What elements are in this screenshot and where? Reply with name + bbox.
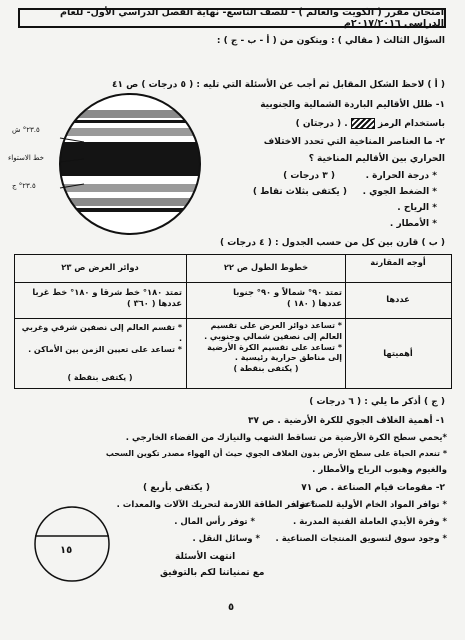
bullet-item: * الأمطار . bbox=[389, 219, 437, 229]
c2-item: * توفر رأس المال . bbox=[174, 517, 255, 527]
table-cell: تمتد ١٨٠° خط شرقا و ١٨٠° خط غربا عددها ( ٣٦٠ ) bbox=[32, 287, 182, 309]
hatch-symbol-icon bbox=[351, 118, 375, 129]
q2-line2: الحراري بين الأقاليم المناخية ؟ bbox=[308, 154, 445, 164]
c1-line: والغيوم وهبوب الرياح والأمطار . bbox=[312, 465, 447, 475]
c2-note: ( يكتفى بأربع ) bbox=[143, 483, 210, 493]
c2-item: * توافر الطاقة اللازمة لتحريك الآلات والمعدات . bbox=[116, 500, 315, 510]
table-header-longitude: خطوط الطول ص ٢٢ bbox=[223, 262, 309, 272]
table-cell: * تساعد دوائر العرض على تقسيم العالم إلى نصفين شمالي وجنوبي . * تساعد على تقسيم الكرة الأرضية إلى مناطق حرارية رئيسية . ( يكتفى بنقطة ) bbox=[204, 321, 342, 374]
table-cell: * تقسم العالم إلى نصفين شرقي وغربي . * تساعد على تعيين الزمن بين الأماكن . ( يكتفى بنقطة ) bbox=[21, 323, 182, 383]
climate-zones-figure bbox=[14, 92, 224, 237]
c1-line: * تنعدم الحياة على سطح الأرض بدون الغلاف الجوي حيث أن الهواء مصدر تكوين السحب bbox=[105, 449, 447, 458]
part-a-prompt: ( أ ) لاحظ الشكل المقابل ثم أجب عن الأسئلة التي تليه : ( ٥ درجات ) ص ٤١ bbox=[112, 80, 445, 90]
row-label-count: عددها bbox=[386, 294, 410, 304]
lat-label-north: ٢٣.٥° ش bbox=[12, 126, 40, 134]
table-cell: تمتد ٩٠° شمالاً و ٩٠° جنوبا عددها ( ١٨٠ ) bbox=[233, 287, 342, 309]
part-b-prompt: ( ب ) قارن بين كل من حسب الجدول : ( ٤ درجات ) bbox=[220, 238, 445, 248]
bullet-note: ( ٣ درجات ) bbox=[283, 171, 335, 181]
bullet-item: * الضغط الجوي . bbox=[362, 187, 437, 197]
c2-item: * وسائل النقل . bbox=[192, 534, 260, 544]
bullet-item: * الرياح . bbox=[397, 203, 437, 213]
part-c-prompt: ( ج ) أذكر ما يلي : ( ٦ درجات ) bbox=[309, 397, 445, 407]
page-number: ٥ bbox=[228, 602, 235, 613]
exam-header-text: امتحان مقرر ( الكويت والعالم ) - للصف التاسع- نهاية الفصل الدراسي الأول- للعام الدراسي ٢٠١٧/٢٠١٦م bbox=[59, 7, 444, 29]
q1-line2: باستخدام الرمز . ( درجتان ) bbox=[295, 119, 445, 129]
bullet-item: * درجة الحرارة . bbox=[365, 171, 437, 181]
row-label-importance: أهميتها bbox=[383, 348, 413, 358]
c2-item: * توافر المواد الخام الأولية للصناعة . bbox=[294, 500, 447, 510]
c2-item: * وفرة الأيدي العاملة الفنية المدربة . bbox=[293, 517, 447, 527]
equator-label: خط الاستواء bbox=[8, 154, 44, 162]
closing-line-1: انتهت الأسئلة bbox=[175, 552, 236, 562]
q1-line1: ١- ظلل الأقاليم الباردة الشمالية والجنوبية bbox=[260, 100, 445, 110]
exam-header bbox=[18, 8, 446, 28]
bullet-note: ( يكتفى بثلاث نقاط ) bbox=[252, 187, 347, 197]
table-header-aspect: أوجه المقارنة bbox=[370, 257, 426, 267]
table-header-latitude: دوائر العرض ص ٢٣ bbox=[61, 262, 139, 272]
c2-item: * وجود سوق لتسويق المنتجات الصناعية . bbox=[275, 534, 447, 544]
section3-title: السؤال الثالث ( مقالي ) : ويتكون من ( أ - ب - ج ) : bbox=[216, 36, 445, 46]
score-circle bbox=[32, 504, 112, 584]
closing-line-2: مع تمنياتنا لكم بالتوفيق bbox=[160, 568, 265, 578]
c1-line: *يحمي سطح الكرة الأرضية من تساقط الشهب والنيازك من الفضاء الخارجي . bbox=[125, 433, 447, 443]
lat-label-south: ٢٣.٥° ج bbox=[12, 182, 36, 190]
c1-title: ١- أهمية الغلاف الجوي للكرة الأرضية . ص ٣٧ bbox=[248, 416, 445, 426]
c2-title: ٢- مقومات قيام الصناعة . ص ٧١ bbox=[301, 483, 445, 493]
q2-line1: ٢- ما العناصر المناخية التي تحدد الاختلاف bbox=[263, 137, 445, 147]
score-value: ١٥ bbox=[60, 545, 73, 556]
